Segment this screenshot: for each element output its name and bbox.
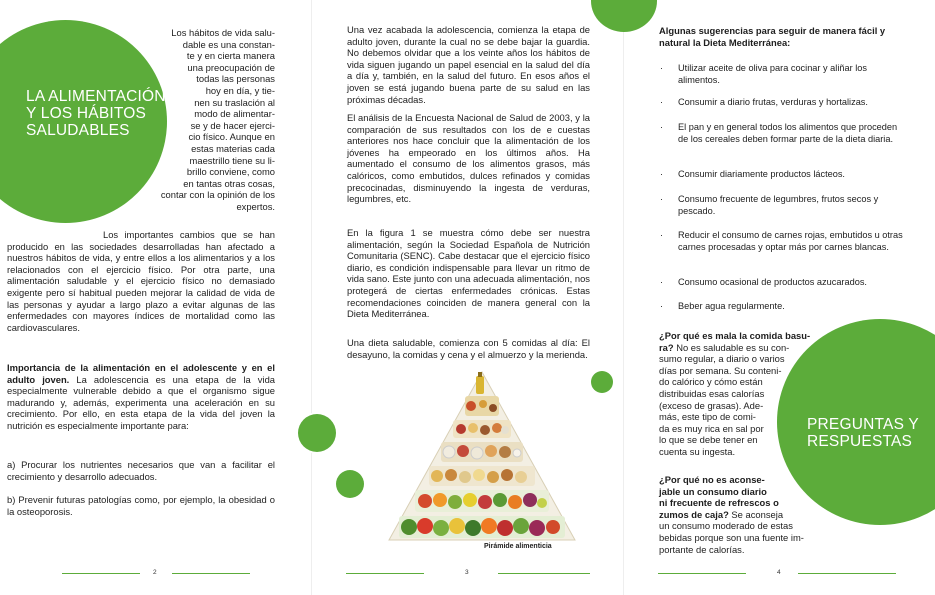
footer-rule: [346, 573, 424, 574]
bullet-item: [660, 121, 910, 157]
importance-paragraph: [7, 362, 275, 432]
bullet-item: [660, 193, 910, 217]
answer-line: zumos de caja? Se aconseja: [659, 508, 784, 520]
bullet-text: Consumir diariamente productos lácteos.: [678, 169, 845, 179]
bullet-text: Consumo ocasional de productos azucarados.: [678, 277, 867, 287]
answer-line: bebidas porque son una fuente im-: [659, 531, 804, 543]
intro-line: hoy en día, y tie-: [205, 84, 275, 96]
bullet-dot: ·: [660, 169, 664, 179]
suggestions-heading: Algunas sugerencias para seguir de manera fácil y natural la Dieta Mediterránea:: [659, 25, 886, 48]
intro-line: maestrillo tiene su li-: [189, 154, 275, 166]
intro-line: te y en cierta manera: [186, 50, 275, 62]
banner-line: SALUDABLES: [26, 122, 130, 139]
list-item: a) Procurar los nutrientes necesarios que van a facilitar el crecimiento y desarrollo adecuados.: [7, 459, 275, 482]
intro-line: todas las personas: [196, 73, 275, 85]
answer-line: ra? No es saludable es su con-: [659, 341, 790, 353]
intro-line: en tantas otras cosas,: [183, 177, 275, 189]
footer-rule: [172, 573, 250, 574]
banner-line: RESPUESTAS: [807, 433, 913, 450]
answer-line: da es muy rica en sal por: [659, 422, 764, 434]
footer-rule: [498, 573, 590, 574]
page-number: 4: [777, 569, 781, 576]
bullet-text: Consumo frecuente de legumbres, frutos secos y pescado.: [678, 194, 879, 216]
answer-line: ni frecuente de refrescos o: [659, 497, 779, 509]
banner-line: Y LOS HÁBITOS: [26, 105, 147, 122]
page-number: 2: [153, 569, 157, 576]
bullet-dot: ·: [660, 230, 664, 240]
bullet-text: Reducir el consumo de carnes rojas, embutidos u otras carnes procesadas y optar más por carnes blancas.: [678, 230, 903, 252]
answer-line: do calórico y cómo están: [659, 376, 763, 388]
footer-rule: [798, 573, 896, 574]
banner-line: PREGUNTAS Y: [807, 416, 919, 433]
answer-line: portante de calorías.: [659, 543, 745, 555]
paragraph: Los importantes cambios que se han producido en las sociedades desarrolladas han afectado a nuestros hábitos de vida, y entre ellos a los alimentarios y a los relacionados con el ejercicio físico. Por otra parte, una alimentación saludable y el ejercicio físico no demasiado exigente pero sí habitual pueden mejorar la calidad de vida de las personas y ayudar a largo plazo a evitar algunas de las enfermedades con mayores índices de mortalidad como las cardiovasculares.: [7, 229, 275, 333]
bullet-dot: ·: [660, 122, 664, 132]
page-3: [312, 0, 623, 595]
answer-line: (exceso de grasas). Ade-: [659, 399, 764, 411]
intro-line: una preocupación de: [187, 61, 275, 73]
page-4: [624, 0, 935, 595]
paragraph: El análisis de la Encuesta Nacional de Salud de 2003, y la comparación de sus resultados con los de e cuestas anteriores nos hace concluir que la alimentación de los jóvenes ha empeorado en los últimos años. Ha aumentado el consumo de los alimentos grasos, más calóricos, como embutidos, dulces refinados y comidas precocinadas, disminuyendo la ingesta de verduras, legumbres, etc.: [347, 112, 590, 205]
bullet-text: Consumir a diario frutas, verduras y hortalizas.: [678, 97, 868, 107]
intro-line: contar con la opinión de los: [160, 189, 275, 201]
answer-line: más, este tipo de comi-: [659, 411, 756, 423]
footer-rule: [658, 573, 746, 574]
bullet-dot: ·: [660, 277, 664, 287]
bullet-dot: ·: [660, 301, 664, 311]
bullet-text: Beber agua regularmente.: [678, 301, 785, 311]
intro-line: estas materias cada: [191, 142, 275, 154]
bullet-item: [660, 229, 910, 265]
bullet-text: Utilizar aceite de oliva para cocinar y aliñar los alimentos.: [678, 63, 867, 85]
figure-caption: Pirámide alimenticia: [484, 543, 552, 550]
intro-line: dable es una constan-: [182, 38, 275, 50]
answer-line: días por semana. Su conteni-: [659, 364, 782, 376]
bullet-text: El pan y en general todos los alimentos que proceden de los cereales deben formar parte de la dieta diaria.: [678, 122, 898, 144]
intro-paragraph: [130, 27, 275, 213]
intro-line: expertos.: [236, 200, 275, 212]
paragraph: En la figura 1 se muestra cómo debe ser nuestra alimentación, según la Sociedad Española de Nutrición Comunitaria (SENC). Cabe destacar que el ejercicio físico diario, es condición indispensable para llevar un ritmo de vida sano. Este junto con una adecuada alimentación, nos protegerá de ciertas enfermedades crónicas. Estas recomendaciones coinciden de manera general con la Dieta Mediterránea.: [347, 227, 590, 320]
answer-line: ¿Por qué no es aconse-: [659, 474, 765, 485]
importance-heading: Importancia de la alimentación en el adolescente y en el adulto joven.: [7, 362, 275, 385]
importance-text: La adolescencia es una etapa de la vida especialmente vulnerable debido a que el organismo sigue madurando y, además, experimenta una aceleración en su crecimiento. Por ello, en esta etapa de la vida del joven la nutrición es especialmente importante para:: [7, 373, 275, 431]
banner-line: LA ALIMENTACIÓN: [26, 88, 166, 105]
intro-line: cio físico. Aunque en: [188, 131, 275, 143]
page-2: [0, 0, 311, 595]
bullet-item: [660, 300, 910, 312]
answer-line: un consumo moderado de estas: [659, 520, 793, 532]
bullet-item: [660, 96, 910, 108]
question-soft-drinks: [659, 474, 834, 555]
answer-line: lo que se debe tener en: [659, 434, 758, 446]
footer-rule: [62, 573, 140, 574]
bullet-item: [660, 62, 910, 86]
answer-line: distribuidas esas calorías: [659, 387, 765, 399]
bullet-dot: ·: [660, 63, 664, 73]
answer-line: jable un consumo diario: [659, 485, 767, 497]
answer-line: sumo regular, a diario o varios: [659, 353, 785, 365]
paragraph: Una dieta saludable, comienza con 5 comidas al día: El desayuno, la comidas y cena y el almuerzo y la merienda.: [347, 337, 590, 360]
bullet-dot: ·: [660, 97, 664, 107]
answer-line: cuenta su ingesta.: [659, 445, 736, 457]
answer-line: ¿Por qué es mala la comida basu-: [659, 330, 811, 341]
bullet-item: [660, 276, 910, 288]
intro-line: modo de alimentar-: [194, 108, 275, 120]
intro-line: brillo conviene, como: [186, 166, 275, 178]
intro-line: se y de hacer ejerci-: [190, 119, 275, 131]
food-pyramid-image: [387, 370, 577, 542]
decor-circle: [591, 371, 613, 393]
bullet-item: [660, 168, 910, 180]
paragraph: Una vez acabada la adolescencia, comienza la etapa de adulto joven, durante la cual no se debe bajar la guardia. No debemos olvidar que a los veinte años los hábitos de vida siguen jugando un papel esencial en la salud del día a día y, también, en la salud del futuro. En esos años el joven se está jugando buena parte de su salud en las próximas décadas.: [347, 24, 590, 105]
page-number: 3: [465, 569, 469, 576]
bullet-dot: ·: [660, 194, 664, 204]
intro-line: Los hábitos de vida salu-: [171, 27, 275, 38]
list-item: b) Prevenir futuras patologías como, por ejemplo, la obesidad o la osteoporosis.: [7, 494, 275, 517]
intro-line: nen su traslación al: [194, 96, 275, 108]
question-junk-food: [659, 330, 829, 458]
